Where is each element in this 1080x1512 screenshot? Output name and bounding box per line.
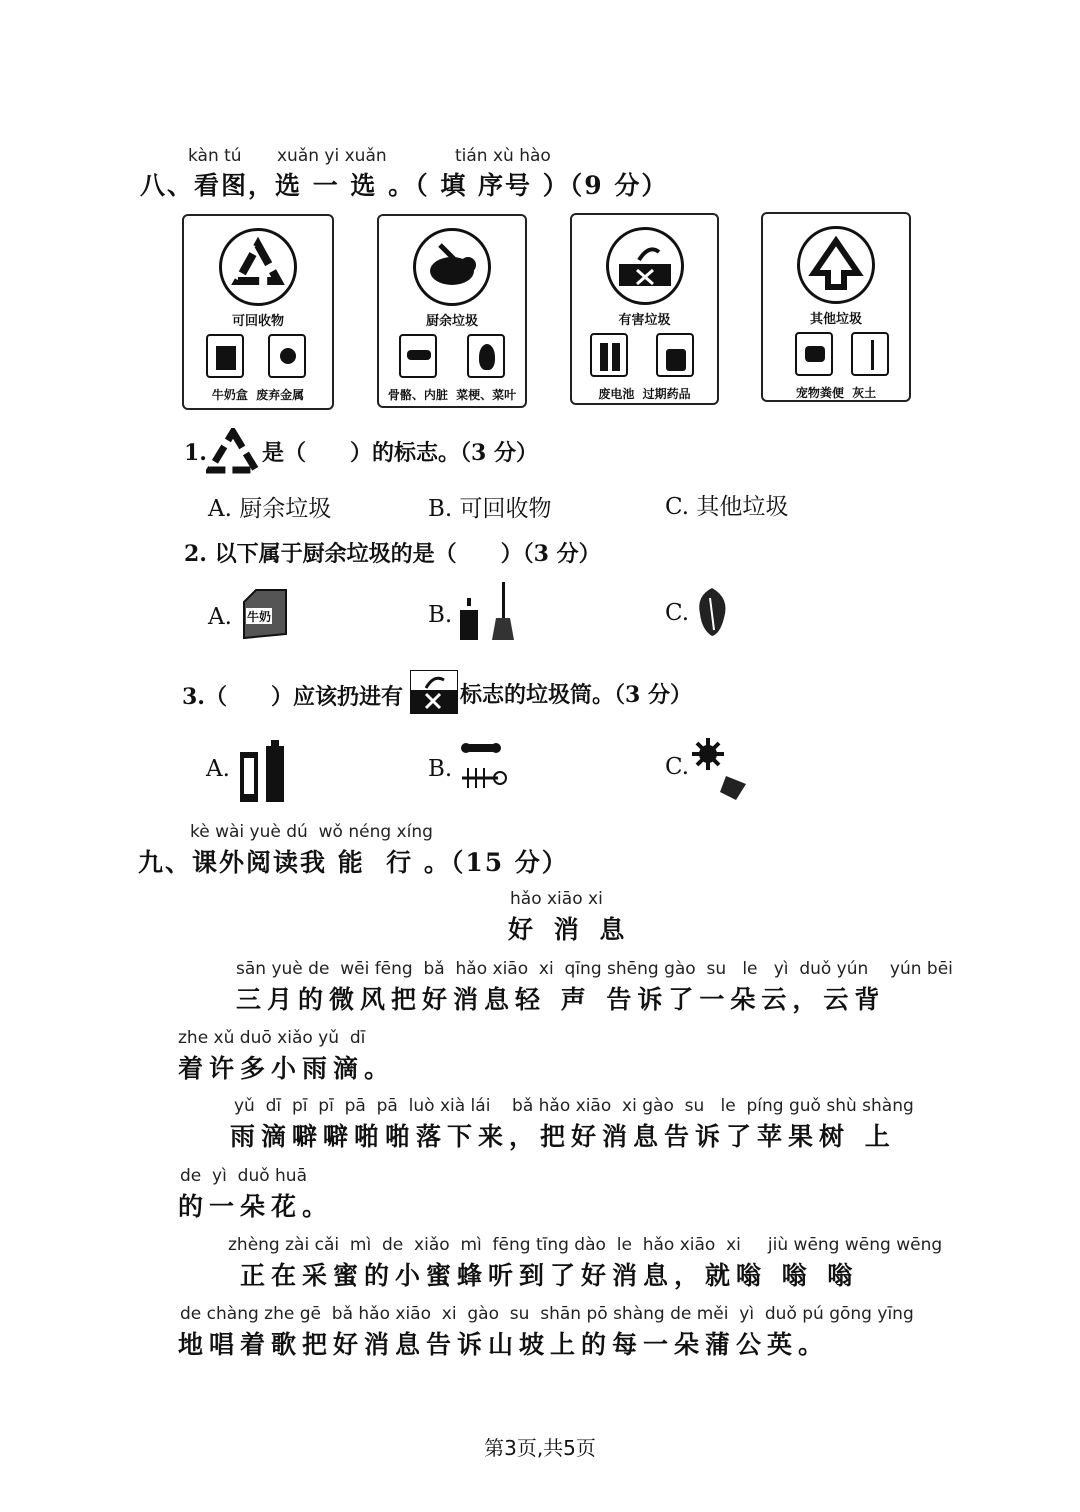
other-waste-icon bbox=[797, 226, 875, 304]
fish-bone-icon bbox=[458, 738, 508, 798]
milk-box-icon bbox=[206, 334, 244, 378]
card-title: 可回收物 bbox=[231, 314, 284, 329]
q1-option-c[interactable]: C. 其他垃圾 bbox=[665, 494, 789, 520]
story-title-pinyin: hǎo xiāo xi bbox=[510, 889, 603, 909]
story-text-line-2: 着许多小雨滴。 bbox=[178, 1054, 396, 1083]
battery-icon bbox=[590, 333, 628, 377]
story-pinyin-line-3: yǔ dī pī pī pā pā luò xià lái bǎ hǎo xiāo xi gào su le píng guǒ shù shàng bbox=[234, 1096, 914, 1116]
story-pinyin-line-2: zhe xǔ duō xiǎo yǔ dī bbox=[178, 1028, 366, 1048]
section8-pinyin-2: xuǎn yi xuǎn bbox=[277, 146, 387, 166]
q2-option-a[interactable]: A. bbox=[208, 604, 232, 630]
story-text-line-1: 三月的微风把好消息轻 声 告诉了一朵云，云背 bbox=[236, 985, 886, 1014]
q3-text-before: 3.（ ）应该扔进有 bbox=[182, 684, 403, 710]
q1-option-a[interactable]: A. 厨余垃圾 bbox=[208, 496, 332, 522]
card-title: 有害垃圾 bbox=[618, 313, 671, 328]
story-text-line-3: 雨滴噼噼啪啪落下来，把好消息告诉了苹果树 上 bbox=[230, 1122, 896, 1151]
vegetable-icon bbox=[467, 334, 505, 378]
q3-option-c[interactable]: C. bbox=[665, 754, 690, 780]
bone-icon bbox=[399, 334, 437, 378]
q2-text: 2. 以下属于厨余垃圾的是（ ）（3 分） bbox=[184, 541, 601, 567]
recycle-icon bbox=[206, 428, 260, 474]
card-items: 宠物粪便 灰土 bbox=[795, 386, 877, 400]
q1-number: 1. bbox=[184, 440, 207, 466]
dust-broom-icon bbox=[458, 580, 518, 644]
card-kitchen bbox=[377, 214, 527, 408]
recycle-icon bbox=[219, 228, 297, 306]
metal-scrap-icon bbox=[692, 736, 752, 802]
fish-bone-icon bbox=[413, 228, 491, 306]
story-pinyin-line-1: sān yuè de wēi fēng bǎ hǎo xiāo xi qīng shēng gào su le yì duǒ yún yún bēi bbox=[236, 959, 953, 979]
card-other bbox=[761, 212, 911, 402]
story-pinyin-line-5: zhèng zài cǎi mì de xiǎo mì fēng tīng dào le hǎo xiāo xi jiù wēng wēng wēng bbox=[228, 1235, 943, 1255]
metal-scrap-icon bbox=[268, 334, 306, 378]
section8-pinyin-3: tián xù hào bbox=[455, 146, 551, 166]
q1-text: 是（ ）的标志。（3 分） bbox=[262, 440, 538, 466]
milk-box-icon bbox=[238, 586, 292, 642]
page-footer: 第3页,共5页 bbox=[484, 1436, 596, 1460]
section9-pinyin: kè wài yuè dú wǒ néng xíng bbox=[190, 822, 433, 842]
card-title: 其他垃圾 bbox=[809, 312, 862, 327]
hazardous-icon bbox=[606, 227, 684, 305]
card-recyclable bbox=[182, 214, 334, 410]
story-text-line-5: 正在采蜜的小蜜蜂听到了好消息，就嗡 嗡 嗡 bbox=[240, 1261, 859, 1290]
dust-broom-icon bbox=[851, 332, 889, 376]
q3-option-b[interactable]: B. bbox=[428, 756, 453, 782]
vegetable-icon bbox=[692, 584, 732, 640]
story-text-line-4: 的一朵花。 bbox=[178, 1192, 334, 1221]
q2-option-c[interactable]: C. bbox=[665, 600, 690, 626]
card-title: 厨余垃圾 bbox=[425, 314, 478, 329]
card-items: 骨骼、内脏 菜梗、菜叶 bbox=[387, 388, 517, 402]
section8-title: 八、看图，选 一 选 。（ 填 序号 ）（9 分） bbox=[140, 171, 669, 200]
q2-option-b[interactable]: B. bbox=[428, 602, 453, 628]
story-pinyin-line-4: de yì duǒ huā bbox=[180, 1166, 307, 1186]
pet-waste-icon bbox=[795, 332, 833, 376]
medicine-icon bbox=[656, 333, 694, 377]
card-items: 废电池 过期药品 bbox=[598, 387, 691, 401]
section8-pinyin-1: kàn tú bbox=[188, 146, 242, 166]
hazardous-icon bbox=[410, 670, 458, 714]
story-title: 好 消 息 bbox=[508, 915, 631, 944]
battery-icon bbox=[238, 738, 288, 804]
q3-text-after: 标志的垃圾筒。（3 分） bbox=[460, 682, 692, 708]
q3-option-a[interactable]: A. bbox=[206, 756, 230, 782]
milk-label: 牛奶 bbox=[247, 610, 272, 624]
card-hazardous bbox=[570, 213, 719, 405]
card-items: 牛奶盒 废弃金属 bbox=[211, 388, 305, 402]
story-text-line-6: 地唱着歌把好消息告诉山坡上的每一朵蒲公英。 bbox=[178, 1330, 830, 1359]
section9-title: 九、课外阅读我 能 行 。（15 分） bbox=[138, 848, 569, 877]
q1-option-b[interactable]: B. 可回收物 bbox=[428, 496, 552, 522]
story-pinyin-line-6: de chàng zhe gē bǎ hǎo xiāo xi gào su shān pō shàng de měi yì duǒ pú gōng yīng bbox=[180, 1304, 914, 1324]
